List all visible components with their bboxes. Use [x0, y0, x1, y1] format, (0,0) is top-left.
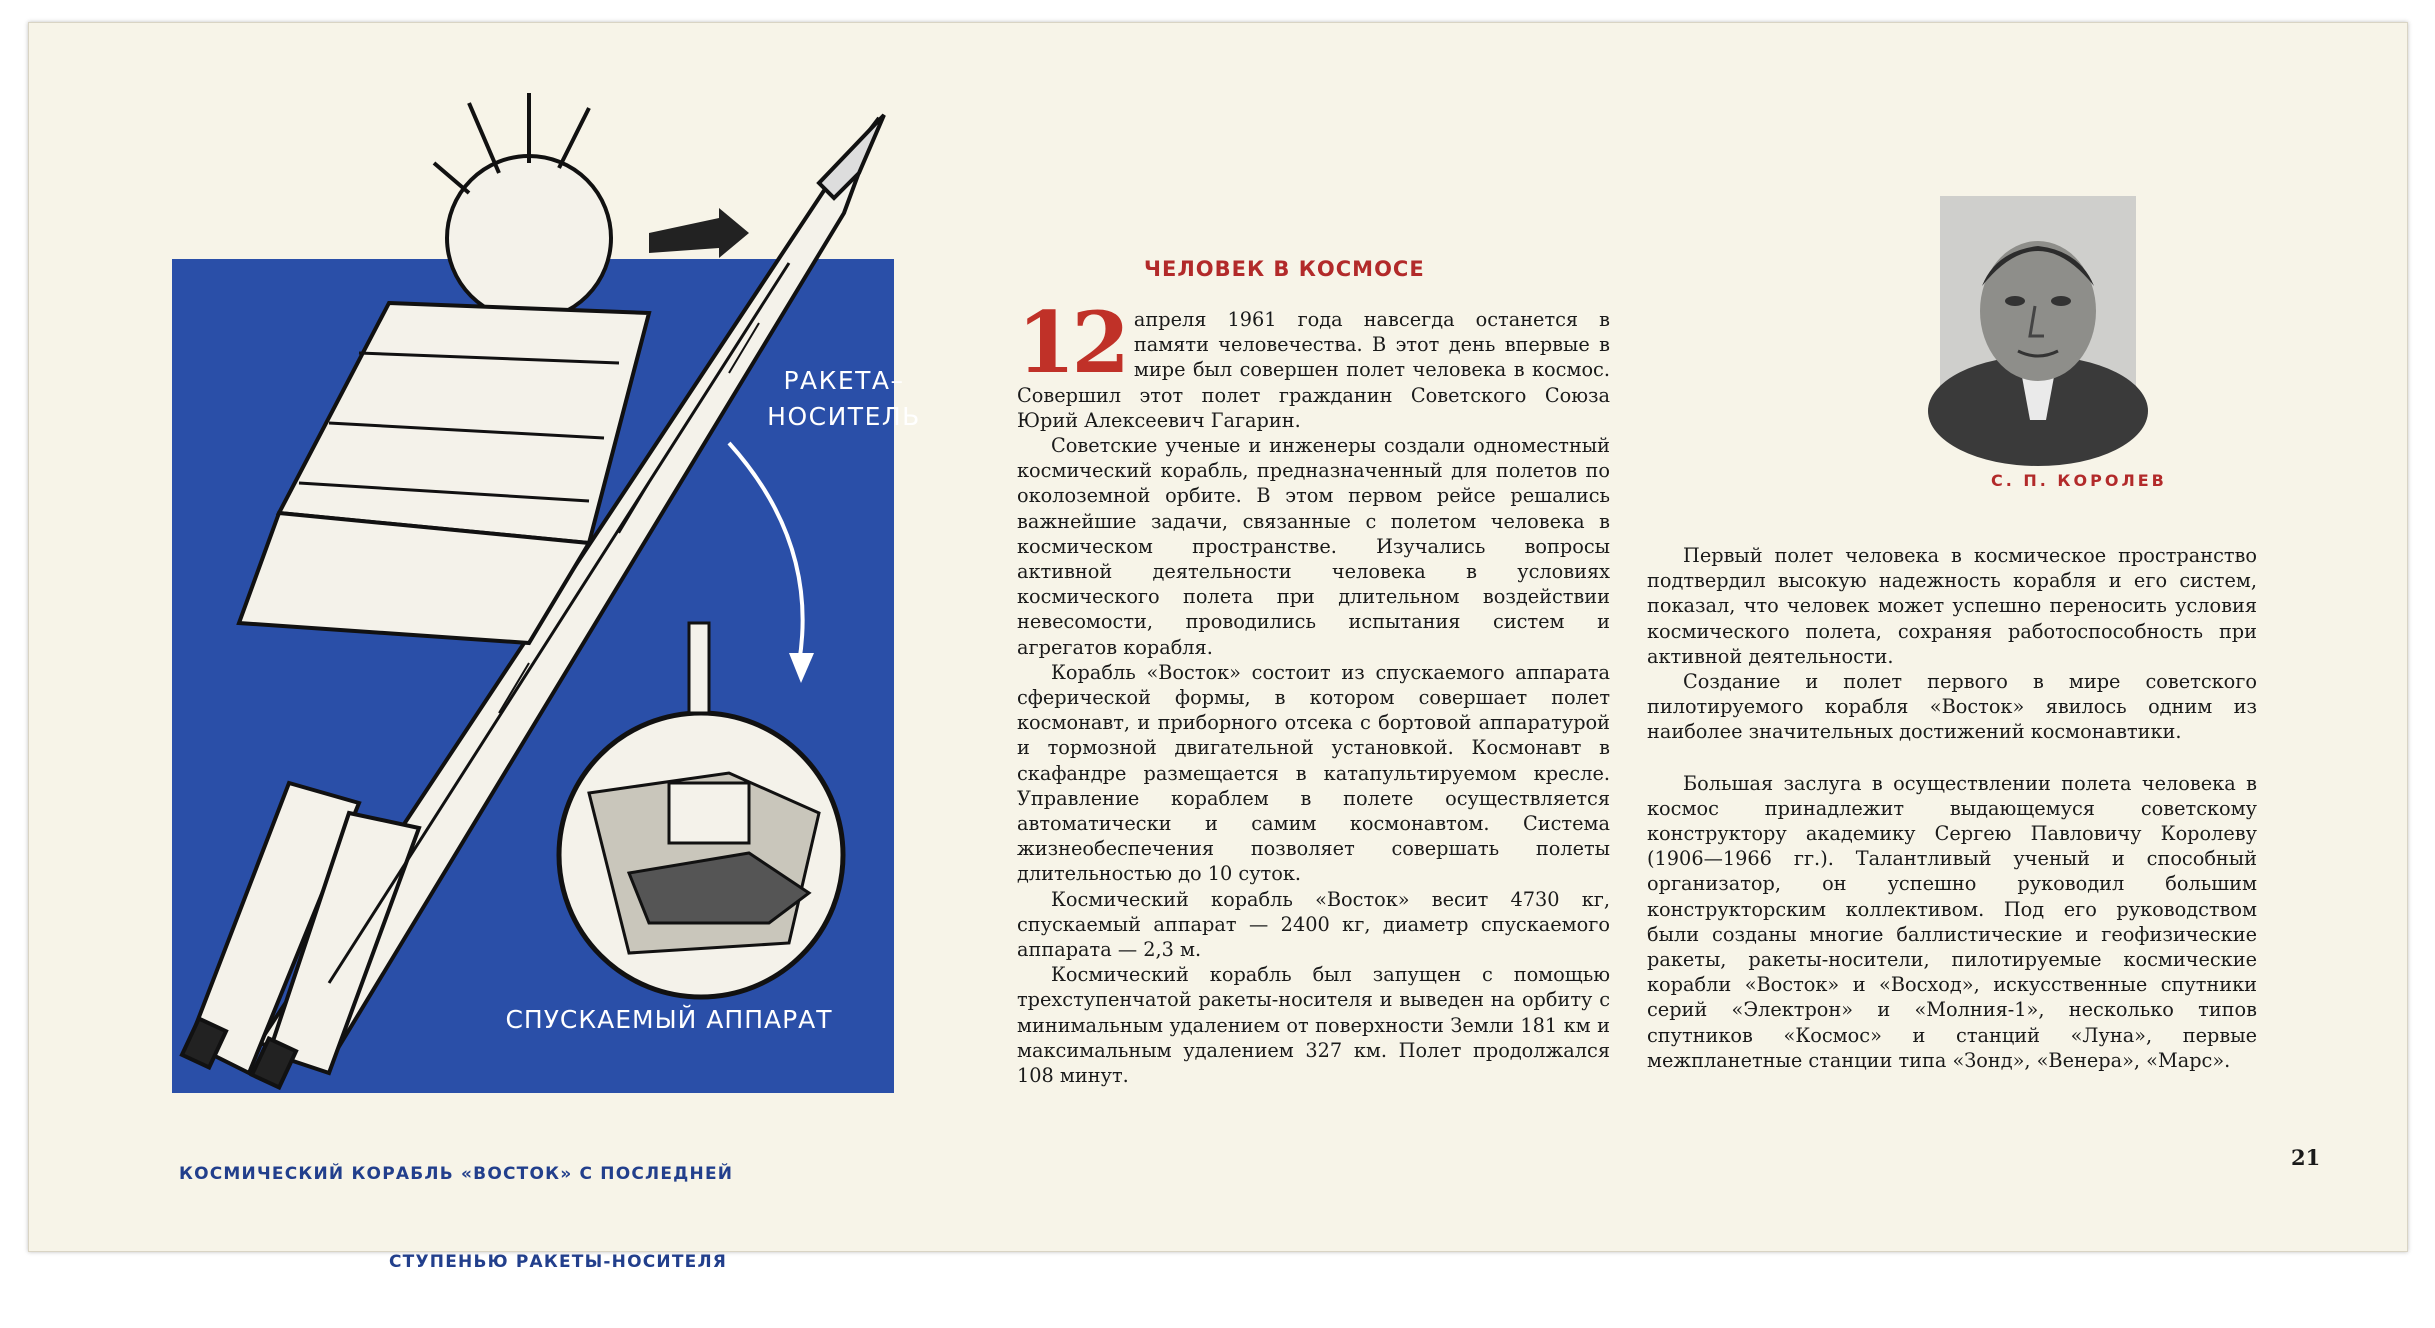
caption-line-1: КОСМИЧЕСКИЙ КОРАБЛЬ «ВОСТОК» С ПОСЛЕДНЕЙ: [179, 1164, 734, 1184]
right-paragraph: Первый полет человека в космическое пространство подтвердил высокую надежность корабля и его систем, показал, что человек может успешно переносить условия космического полета, сохраняя работоспособность при активной деятельности.: [1647, 544, 2257, 668]
right-column-text: [1647, 543, 2257, 1073]
book-page: [28, 22, 2408, 1272]
article-title: ЧЕЛОВЕК В КОСМОСЕ: [1144, 257, 1425, 281]
portrait-photo: [1940, 196, 2136, 420]
portrait-caption: С. П. КОРОЛЕВ: [1991, 471, 2167, 490]
caption-line-2: СТУПЕНЬЮ РАКЕТЫ-НОСИТЕЛЯ: [389, 1252, 728, 1272]
illustration-caption: [179, 1108, 879, 1328]
article-paragraph: Корабль «Восток» состоит из спускаемого аппарата сферической формы, в котором совершает полет космонавт, и приборного отсека с бортовой аппаратурой и тормозной двигательной установкой. Космонавт в скафандре размещается в катапультируемом кресле. Управление кораблем в полете осуществляется автоматически и самим космонавтом. Система жизнеобеспечения позволяет совершать полеты длительностью до 10 суток.: [1017, 660, 1610, 886]
article-body: [1017, 293, 1610, 1088]
korolev-portrait: [1940, 196, 2136, 420]
article-paragraph: [1017, 293, 1610, 433]
page-number: 21: [2291, 1145, 2321, 1170]
article-paragraph: Космический корабль «Восток» весит 4730 кг, спускаемый аппарат — 2400 кг, диаметр спускаемого аппарата — 2,3 м.: [1017, 887, 1610, 962]
arrow-shape: [649, 208, 749, 258]
vostok-drawing: [29, 23, 949, 1103]
right-paragraph: Создание и полет первого в мире советского пилотируемого корабля «Восток» явилось одним из наиболее значительных достижений космонавтики.: [1647, 670, 2257, 744]
right-paragraph: Большая заслуга в осуществлении полета человека в космос принадлежит выдающемуся советскому конструктору академику Сергею Павловичу Королеву (1906—1966 гг.). Талантливый ученый и способный организатор, он успешно руководил большим конструкторским коллективом. Под его руководством были созданы многие баллистические и геофизические ракеты, ракеты-носители, пилотируемые космические корабли «Восток» и «Восход», искусственные спутники серий «Электрон» и «Молния-1», несколько типов спутников «Космос» и станций «Луна», первые межпланетные станции типа «Зонд», «Венера», «Марс».: [1647, 771, 2257, 1072]
rocket-label: РАКЕТА– НОСИТЕЛЬ: [767, 366, 921, 431]
drop-cap: 12: [1017, 293, 1126, 392]
vostok-illustration: [29, 23, 949, 1103]
article-paragraph: Советские ученые и инженеры создали одноместный космический корабль, предназначенный для полетов по околоземной орбите. В этом первом рейсе решались важнейшие задачи, связанные с полетом человека в космическом пространстве. Изучались вопросы активной деятельности человека в условиях космического полета при длительном воздействии невесомости, проводились испытания систем и агрегатов корабля.: [1017, 434, 1610, 659]
capsule-label: СПУСКАЕМЫЙ АППАРАТ: [505, 1005, 833, 1034]
article-paragraph-text: апреля 1961 года навсегда останется в памяти человечества. В этот день впервые в мире был совершен полет человека в космос. Совершил этот полет гражданин Советского Союза Юрий Алексеевич Гагарин.: [1017, 308, 1610, 432]
article-paragraph: Космический корабль был запущен с помощью трехступенчатой ракеты-носителя и выведен на орбиту с минимальным удалением от поверхности Земли 181 км и максимальным удалением 327 км. Полет продолжался 108 минут.: [1017, 963, 1610, 1088]
